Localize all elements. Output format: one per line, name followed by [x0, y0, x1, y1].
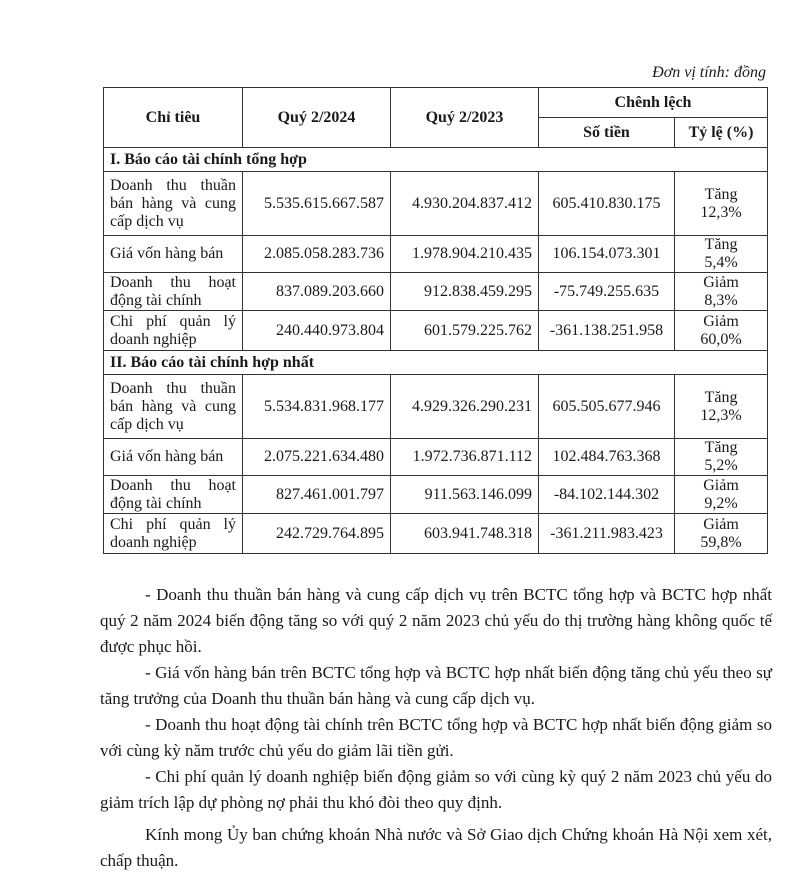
row-name: Giá vốn hàng bán [104, 236, 243, 273]
row-name: Doanh thu thuần bán hàng và cung cấp dịch vụ [104, 172, 243, 236]
table-row [104, 311, 768, 351]
unit-note: Đơn vị tính: đồng [652, 64, 766, 81]
explanation-paragraph [100, 660, 772, 712]
ratio-percent: 9,2% [704, 494, 738, 512]
value-q2024: 5.534.831.968.177 [243, 375, 391, 439]
header-so-tien: Số tiền [539, 118, 675, 148]
ratio-percent: 12,3% [700, 203, 742, 221]
ratio-percent: 5,4% [704, 254, 738, 271]
header-chenh-lech: Chênh lệch [539, 88, 768, 118]
value-ratio [675, 311, 768, 351]
value-ratio [675, 172, 768, 236]
explanation-paragraph [100, 764, 772, 816]
section-title: II. Báo cáo tài chính hợp nhất [104, 351, 768, 375]
row-name: Giá vốn hàng bán [104, 439, 243, 476]
paragraph-text: - Giá vốn hàng bán trên BCTC tổng hợp và BCTC hợp nhất biến động tăng chủ yếu theo sự tăng trưởng của Doanh thu thuần bán hàng và cung cấp dịch vụ. [100, 663, 772, 708]
explanation-paragraph [100, 712, 772, 764]
row-name: Doanh thu thuần bán hàng và cung cấp dịch vụ [104, 375, 243, 439]
value-diff: 605.410.830.175 [539, 172, 675, 236]
ratio-direction: Giảm [703, 476, 739, 494]
ratio-direction: Tăng [704, 388, 738, 406]
explanation-paragraph [100, 582, 772, 660]
row-name: Doanh thu hoạt động tài chính [104, 476, 243, 514]
value-q2024: 240.440.973.804 [243, 311, 391, 351]
ratio-direction: Tăng [704, 236, 738, 253]
value-diff: -361.138.251.958 [539, 311, 675, 351]
value-ratio [675, 439, 768, 476]
header-ty-le: Tỷ lệ (%) [675, 118, 768, 148]
row-name: Doanh thu hoạt động tài chính [104, 273, 243, 311]
value-ratio [675, 476, 768, 514]
table-row [104, 439, 768, 476]
value-diff: 106.154.073.301 [539, 236, 675, 273]
table-row [104, 273, 768, 311]
paragraph-text: - Doanh thu thuần bán hàng và cung cấp dịch vụ trên BCTC tổng hợp và BCTC hợp nhất quý 2 năm 2024 biến động tăng so với quý 2 năm 2023 chủ yếu do thị trường hàng không quốc tế được phục hồi. [100, 585, 772, 656]
value-q2023: 911.563.146.099 [391, 476, 539, 514]
value-diff: -84.102.144.302 [539, 476, 675, 514]
value-ratio [675, 514, 768, 554]
value-diff: 102.484.763.368 [539, 439, 675, 476]
value-q2023: 4.929.326.290.231 [391, 375, 539, 439]
value-q2024: 5.535.615.667.587 [243, 172, 391, 236]
value-q2023: 601.579.225.762 [391, 311, 539, 351]
ratio-direction: Giảm [703, 515, 739, 533]
section-title: I. Báo cáo tài chính tổng hợp [104, 148, 768, 172]
header-chi-tieu: Chỉ tiêu [104, 88, 243, 148]
header-quy-2023: Quý 2/2023 [391, 88, 539, 148]
header-quy-2024: Quý 2/2024 [243, 88, 391, 148]
ratio-direction: Giảm [703, 312, 739, 330]
paragraph-text: Kính mong Ủy ban chứng khoán Nhà nước và Sở Giao dịch Chứng khoán Hà Nội xem xét, chấp thuận. [100, 825, 772, 870]
ratio-direction: Tăng [704, 439, 738, 456]
ratio-percent: 5,2% [704, 457, 738, 474]
value-ratio [675, 375, 768, 439]
value-q2024: 837.089.203.660 [243, 273, 391, 311]
section-header [104, 351, 768, 375]
row-name: Chi phí quản lý doanh nghiệp [104, 514, 243, 554]
table-row [104, 236, 768, 273]
ratio-percent: 60,0% [700, 330, 742, 348]
value-q2023: 1.972.736.871.112 [391, 439, 539, 476]
row-name: Chi phí quản lý doanh nghiệp [104, 311, 243, 351]
value-q2024: 2.075.221.634.480 [243, 439, 391, 476]
value-ratio [675, 236, 768, 273]
ratio-percent: 59,8% [700, 533, 742, 551]
table-row [104, 375, 768, 439]
table-row [104, 514, 768, 554]
value-q2023: 912.838.459.295 [391, 273, 539, 311]
value-diff: -361.211.983.423 [539, 514, 675, 554]
value-q2023: 1.978.904.210.435 [391, 236, 539, 273]
value-q2024: 827.461.001.797 [243, 476, 391, 514]
ratio-direction: Tăng [704, 185, 738, 203]
value-q2024: 242.729.764.895 [243, 514, 391, 554]
table-row [104, 172, 768, 236]
value-q2024: 2.085.058.283.736 [243, 236, 391, 273]
closing-paragraph [100, 822, 772, 874]
ratio-percent: 12,3% [700, 406, 742, 424]
value-ratio [675, 273, 768, 311]
paragraph-text: - Doanh thu hoạt động tài chính trên BCTC tổng hợp và BCTC hợp nhất biến động giảm so với cùng kỳ năm trước chủ yếu do giảm lãi tiền gửi. [100, 715, 772, 760]
ratio-percent: 8,3% [704, 291, 738, 309]
table-row [104, 476, 768, 514]
ratio-direction: Giảm [703, 273, 739, 291]
value-diff: 605.505.677.946 [539, 375, 675, 439]
value-q2023: 603.941.748.318 [391, 514, 539, 554]
financial-table [103, 87, 768, 554]
value-diff: -75.749.255.635 [539, 273, 675, 311]
section-header [104, 148, 768, 172]
paragraph-text: - Chi phí quản lý doanh nghiệp biến động giảm so với cùng kỳ quý 2 năm 2023 chủ yếu do giảm trích lập dự phòng nợ phải thu khó đòi theo quy định. [100, 767, 772, 812]
value-q2023: 4.930.204.837.412 [391, 172, 539, 236]
